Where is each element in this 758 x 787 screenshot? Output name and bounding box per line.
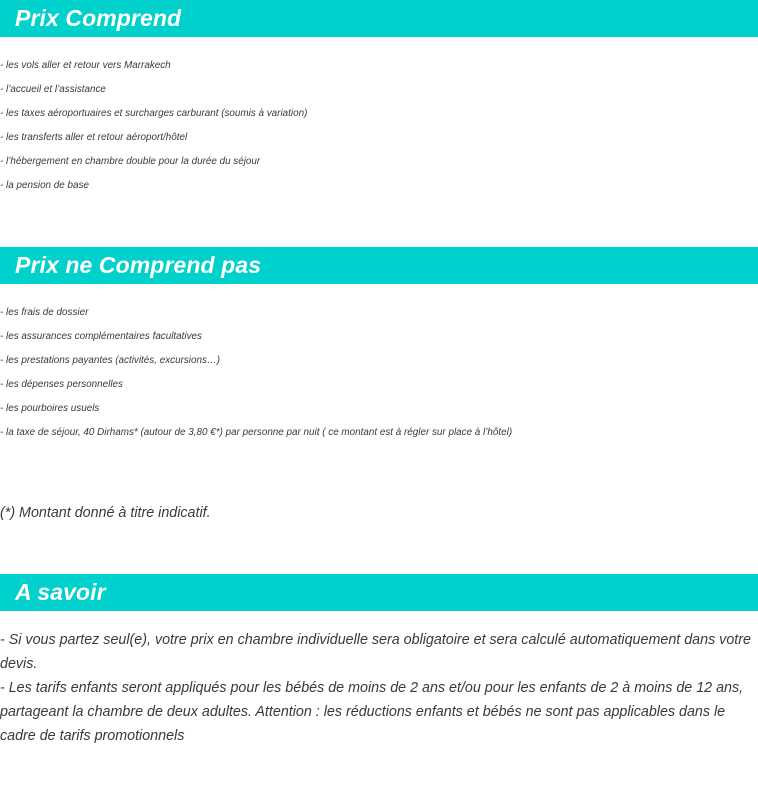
included-list	[0, 54, 758, 198]
list-item: - les transferts aller et retour aéroport/hôtel	[0, 132, 188, 143]
list-item: - les frais de dossier	[0, 307, 89, 318]
list-item: - les taxes aéroportuaires et surcharges carburant (soumis à variation)	[0, 108, 308, 119]
list-item: - les prestations payantes (activités, excursions…)	[0, 355, 221, 366]
excluded-section-header	[0, 247, 758, 284]
list-item: - les vols aller et retour vers Marrakech	[0, 60, 171, 71]
list-item: - les pourboires usuels	[0, 403, 100, 414]
included-section-title: Prix Comprend	[15, 5, 182, 31]
list-item: - les dépenses personnelles	[0, 379, 123, 390]
info-paragraph: - Si vous partez seul(e), votre prix en chambre individuelle sera obligatoire et sera calculé automatiquement dans votre devis.	[0, 632, 751, 672]
list-item: - l’accueil et l’assistance	[0, 84, 106, 95]
info-paragraph: - Les tarifs enfants seront appliqués pour les bébés de moins de 2 ans et/ou pour les enfants de 2 à moins de 12 ans, partageant la chambre de deux adultes. Attention : les réductions enfants et bébés ne sont pas applicables dans le cadre de tarifs promotionnels	[0, 680, 744, 744]
indicative-note: (*) Montant donné à titre indicatif.	[0, 505, 211, 521]
excluded-section-title: Prix ne Comprend pas	[15, 252, 262, 278]
info-section-header	[0, 574, 758, 611]
list-item: - la pension de base	[0, 180, 89, 191]
list-item: - l’hébergement en chambre double pour la durée du séjour	[0, 156, 261, 167]
excluded-list	[0, 301, 758, 445]
info-section-title: A savoir	[15, 579, 106, 605]
list-item: - la taxe de séjour, 40 Dirhams* (autour de 3,80 €*) par personne par nuit ( ce montant est à régler sur place à l’hôtel)	[0, 427, 513, 438]
included-section-header	[0, 0, 758, 37]
list-item: - les assurances complémentaires facultatives	[0, 331, 202, 342]
info-paragraphs	[0, 628, 758, 748]
